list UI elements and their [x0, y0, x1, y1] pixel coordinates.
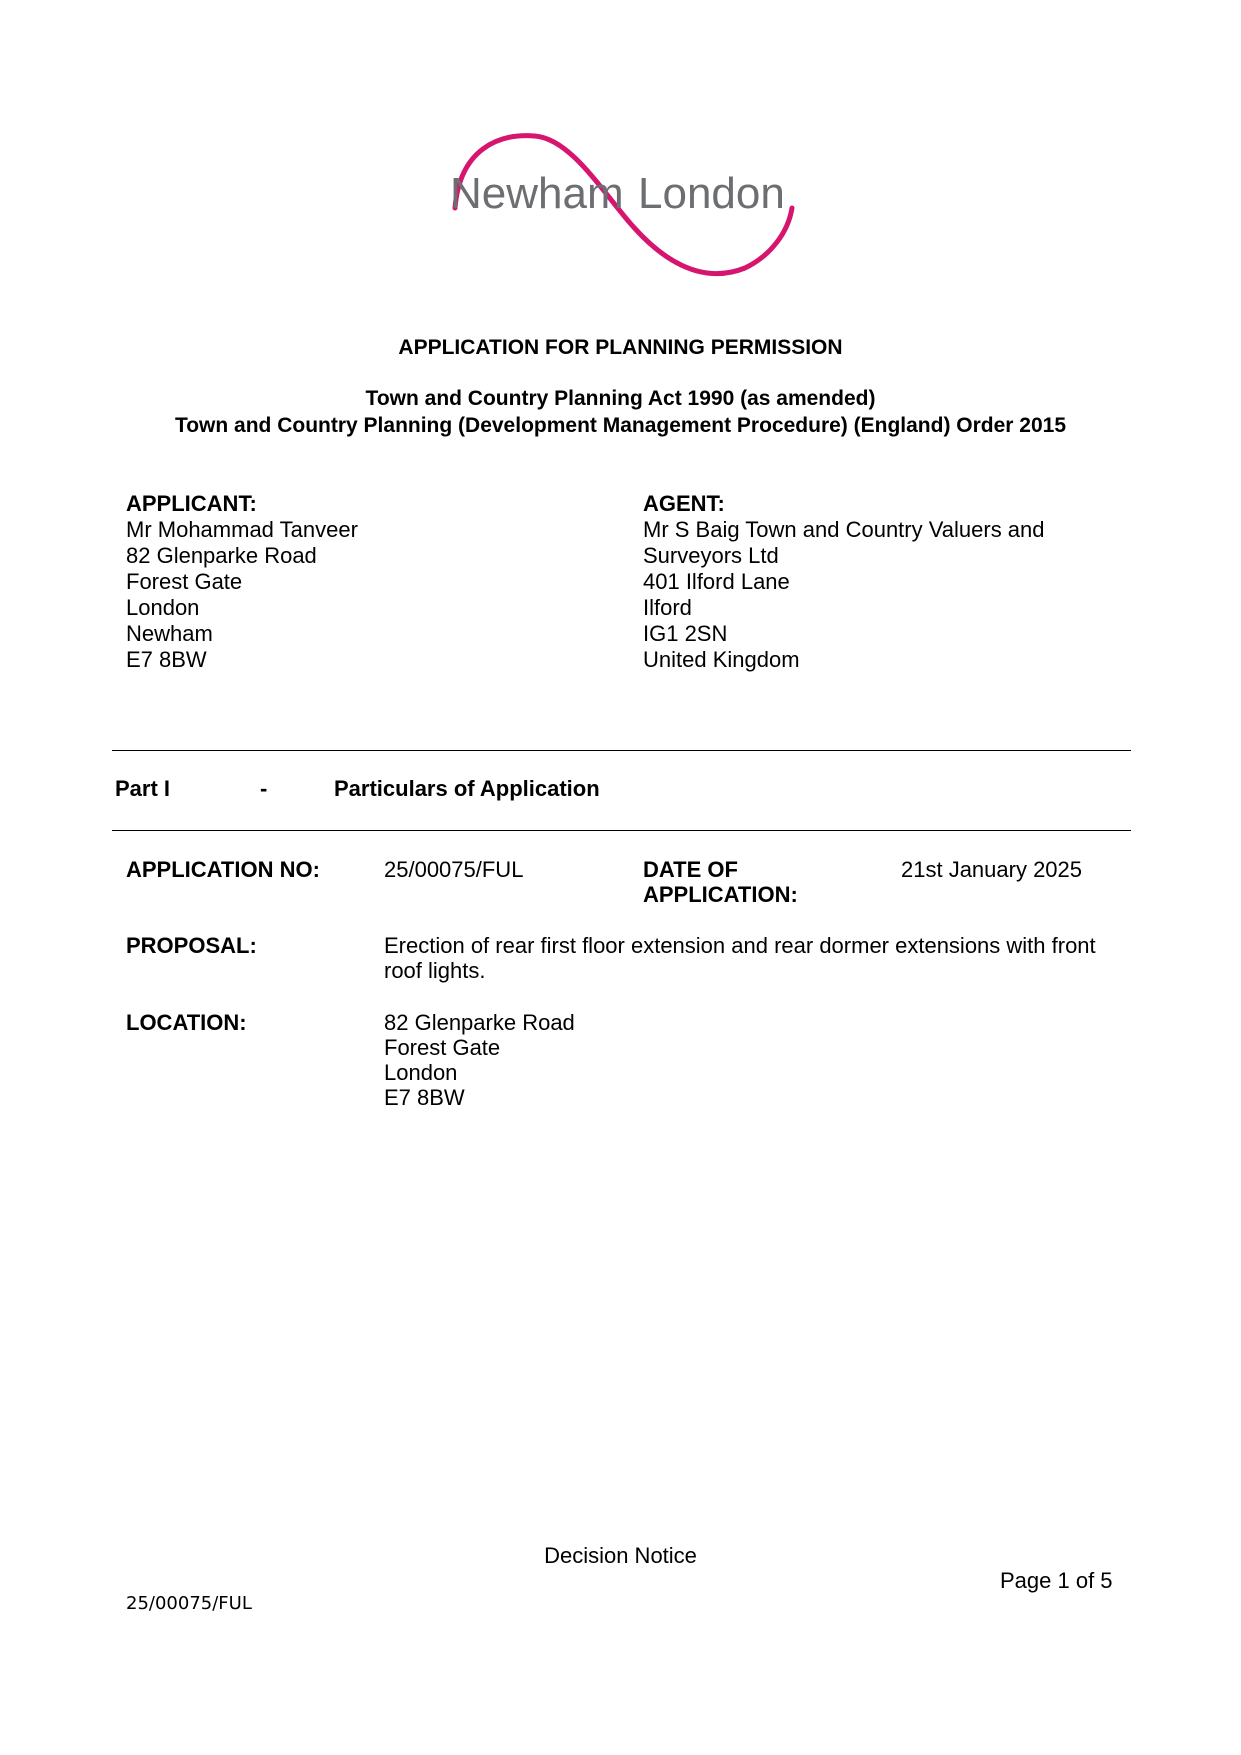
logo-text-newham: Newham [450, 169, 624, 218]
footer-decision-notice: Decision Notice [544, 1543, 697, 1568]
act-line-2: Town and Country Planning (Development Management Procedure) (England) Order 2015 [174, 414, 1067, 437]
date-value: 21st January 2025 [901, 857, 1083, 882]
applicant-line: London [126, 595, 200, 620]
location-line: Forest Gate [384, 1035, 501, 1060]
applicant-line: Mr Mohammad Tanveer [126, 517, 358, 542]
location-line: London [384, 1060, 458, 1085]
logo-text-london: London [638, 169, 785, 218]
footer-reference: 25/00075/FUL [126, 1593, 252, 1614]
agent-line: United Kingdom [643, 647, 800, 672]
location-line: E7 8BW [384, 1085, 465, 1110]
agent-label: AGENT: [643, 491, 725, 516]
applicant-line: 82 Glenparke Road [126, 543, 317, 568]
applicant-label: APPLICANT: [126, 491, 257, 516]
agent-line: 401 Ilford Lane [643, 569, 790, 594]
footer-page-number: Page 1 of 5 [1000, 1568, 1113, 1593]
act-line-1: Town and Country Planning Act 1990 (as amended) [365, 387, 876, 410]
proposal-line: Erection of rear first floor extension and rear dormer extensions with front [384, 933, 1096, 958]
divider-top [112, 750, 1131, 751]
location-line: 82 Glenparke Road [384, 1010, 575, 1035]
part-title: Particulars of Application [334, 776, 600, 801]
date-label-line: DATE OF [643, 857, 738, 882]
applicant-line: Forest Gate [126, 569, 243, 594]
newham-london-logo [440, 128, 820, 288]
agent-line: Surveyors Ltd [643, 543, 779, 568]
document-title: APPLICATION FOR PLANNING PERMISSION [398, 336, 843, 359]
agent-line: Mr S Baig Town and Country Valuers and [643, 517, 1045, 542]
divider-bottom [112, 830, 1131, 831]
application-no-label: APPLICATION NO: [126, 857, 320, 882]
agent-line: Ilford [643, 595, 692, 620]
part-dash: - [260, 776, 268, 801]
proposal-line: roof lights. [384, 958, 486, 983]
agent-line: IG1 2SN [643, 621, 728, 646]
location-label: LOCATION: [126, 1010, 247, 1035]
proposal-label: PROPOSAL: [126, 933, 257, 958]
agent-block [643, 491, 1045, 673]
proposal-value [384, 933, 1096, 983]
date-label-line: APPLICATION: [643, 882, 798, 907]
date-label [643, 857, 798, 907]
application-no-value: 25/00075/FUL [384, 857, 524, 882]
location-value [384, 1010, 575, 1110]
logo-swoosh-icon [440, 128, 820, 288]
part-number: Part I [115, 776, 171, 801]
applicant-block [126, 491, 358, 673]
applicant-line: E7 8BW [126, 647, 207, 672]
applicant-line: Newham [126, 621, 213, 646]
